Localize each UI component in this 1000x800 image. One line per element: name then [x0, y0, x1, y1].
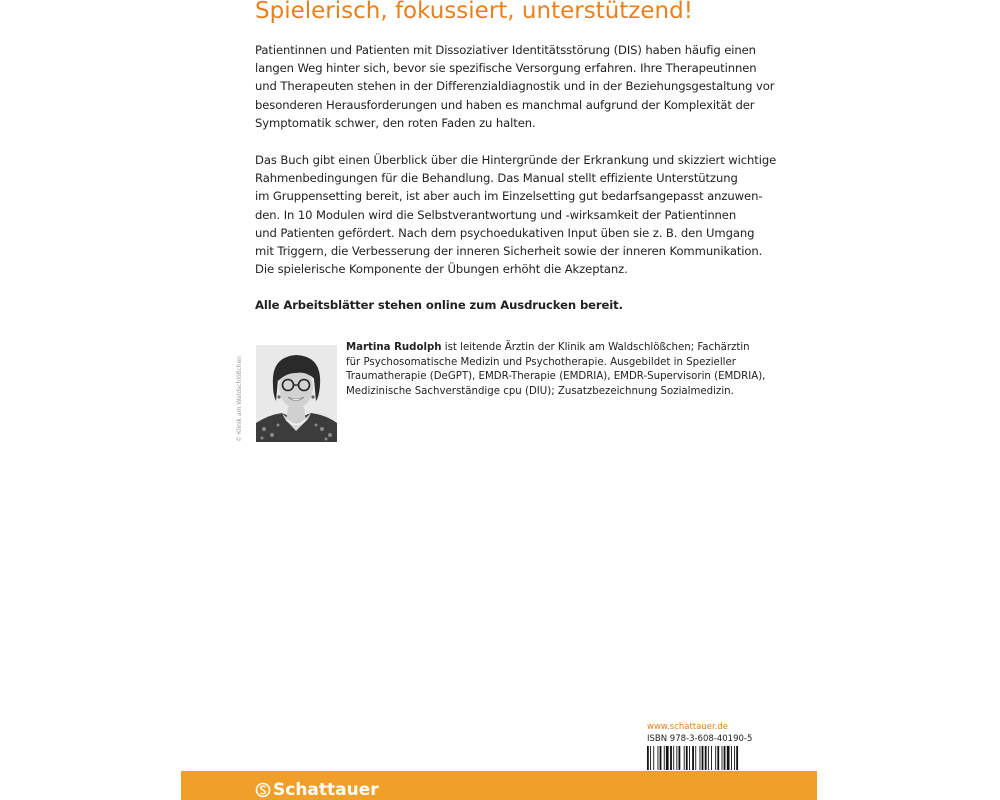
barcode-bar [684, 746, 685, 770]
barcode-bar [660, 746, 662, 770]
author-bio [346, 341, 766, 399]
bio-line: Traumatherapie (DeGPT), EMDR-Therapie (EMDRIA), EMDR-Supervisorin (EMDRIA), [346, 371, 766, 382]
barcode-bar [679, 746, 681, 770]
barcode-bar [686, 746, 688, 770]
barcode-bar [689, 746, 690, 770]
online-worksheets-note: Alle Arbeitsblätter stehen online zum Ausdrucken bereit. [255, 298, 623, 312]
barcode-bar [670, 746, 672, 770]
barcode-bar [647, 746, 649, 770]
author-name: Martina Rudolph [346, 342, 442, 353]
text-line: und Patienten gefördert. Nach dem psychoedukativen Input üben sie z. B. den Umgang [255, 225, 755, 240]
barcode-bar [731, 746, 732, 770]
photo-credit: © Klinik am Waldschlößchen [236, 355, 243, 442]
barcode-bar [711, 746, 712, 770]
text-line: im Gruppensetting bereit, ist aber auch im Einzelsetting gut bedarfsangepasst anzuwen- [255, 189, 763, 204]
text-line: Patientinnen und Patienten mit Dissoziativer Identitätsstörung (DIS) haben häufig einen [255, 43, 756, 57]
headline: Spielerisch, fokussiert, unterstützend! [255, 0, 693, 24]
text-line: besonderen Herausforderungen und haben es manchmal aufgrund der Komplexität der [255, 97, 755, 112]
description-paragraph-2 [255, 151, 777, 278]
text-line: und Therapeuten stehen in der Differenzialdiagnostik und in der Beziehungsgestaltung vor [255, 79, 775, 94]
barcode-bar [700, 746, 701, 770]
bio-line: für Psychosomatische Medizin und Psychotherapie. Ausgebildet in Spezieller [346, 356, 736, 368]
barcode-bar [722, 746, 723, 770]
publisher-logo [255, 780, 379, 800]
barcode-bar [673, 746, 674, 770]
text-line: langen Weg hinter sich, bevor sie spezifische Versorgung erfahren. Ihre Therapeutinnen [255, 61, 757, 76]
text-line: Symptomatik schwer, den roten Faden zu halten. [255, 115, 536, 130]
barcode-bar [692, 746, 694, 770]
barcode-bar [658, 746, 659, 770]
description-paragraph-1 [255, 41, 775, 132]
text-line: den. In 10 Modulen wird die Selbstverantwortung und -wirksamkeit der Patientinnen [255, 207, 737, 222]
barcode-bar [717, 746, 719, 770]
barcode-bar [702, 746, 704, 770]
barcode-bar [676, 746, 677, 770]
text-line: Das Buch gibt einen Überblick über die Hintergründe der Erkrankung und skizziert wichtige [255, 153, 777, 167]
text-line: Die spielerische Komponente der Übungen erhöht die Akzeptanz. [255, 262, 628, 277]
isbn-barcode [647, 746, 743, 770]
text-line: mit Triggern, die Verbesserung der inneren Sicherheit sowie der inneren Kommunikation. [255, 244, 763, 259]
barcode-bar [695, 746, 696, 770]
barcode-bar [708, 746, 709, 770]
barcode-bar [666, 746, 669, 770]
publisher-website[interactable]: www.schattauer.de [647, 722, 729, 732]
author-photo [256, 345, 337, 442]
barcode-bar [724, 746, 726, 770]
text-line: Rahmenbedingungen für die Behandlung. Das Manual stellt effiziente Unterstützung [255, 171, 738, 186]
barcode-bar [653, 746, 654, 770]
barcode-bar [734, 746, 735, 770]
bio-line: Medizinische Sachverständige cpu (DIU); Zusatzbezeichnung Sozialmedizin. [346, 385, 734, 397]
author-portrait-image [256, 345, 337, 442]
publisher-footer-band [181, 771, 817, 800]
schattauer-logo-icon [255, 782, 271, 798]
barcode-bar [650, 746, 651, 770]
barcode-bar [705, 746, 707, 770]
barcode-bar [736, 746, 738, 770]
isbn-number: ISBN 978-3-608-40190-5 [647, 734, 753, 744]
bio-line [346, 341, 756, 356]
barcode-bar [715, 746, 716, 770]
barcode-bar [664, 746, 665, 770]
barcode-bar [727, 746, 730, 770]
publisher-name: Schattauer [273, 780, 379, 800]
bio-line-rest: ist leitende Ärztin der Klinik am Waldschlößchen; Fachärztin [441, 342, 750, 353]
